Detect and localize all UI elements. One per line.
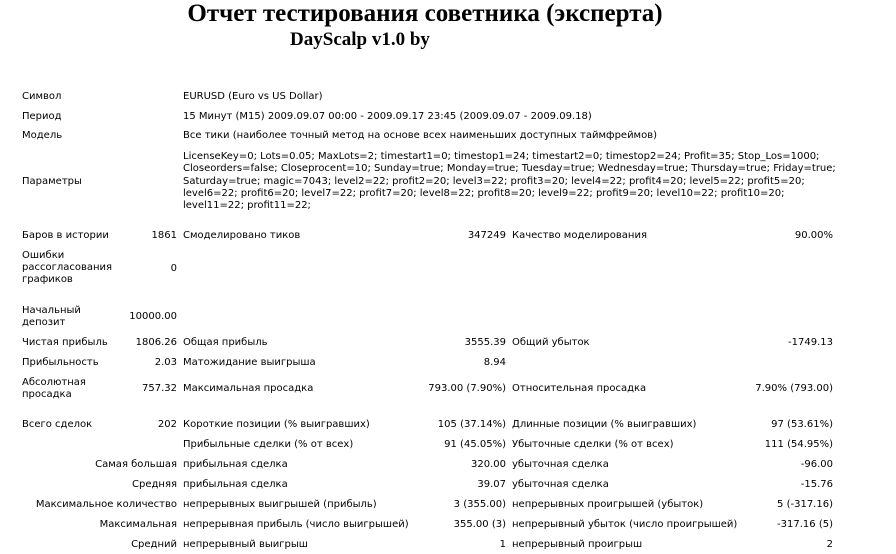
long-positions-label: Длинные позиции (% выигравших) — [512, 419, 697, 430]
maximal-loss-value: -317.16 (5) — [777, 519, 833, 530]
avg-consecutive-wins-value: 1 — [499, 539, 506, 550]
errors-label: Ошибки рассогласования графиков — [22, 250, 113, 285]
largest-profit-label: прибыльная сделка — [183, 459, 288, 470]
gross-loss-value: -1749.13 — [788, 337, 833, 348]
ticks-value: 347249 — [467, 230, 506, 241]
maximal-profit-label: непрерывная прибыль (число выигрышей) — [183, 519, 409, 530]
symbol-label: Символ — [22, 91, 62, 102]
average-profit-value: 39.07 — [477, 479, 506, 490]
maximal-label: Максимальная — [99, 519, 177, 530]
average-label: Средняя — [132, 479, 177, 490]
expected-payoff-label: Матожидание выигрыша — [183, 357, 316, 368]
profit-factor-value: 2.03 — [154, 357, 177, 368]
symbol-value: EURUSD (Euro vs US Dollar) — [183, 91, 323, 102]
expert-name: DayScalp v1.0 by — [290, 29, 430, 50]
maximal-profit-value: 355.00 (3) — [453, 519, 506, 530]
total-trades-value: 202 — [157, 419, 177, 430]
quality-label: Качество моделирования — [512, 230, 647, 241]
report-title: Отчет тестирования советника (эксперта) — [187, 0, 663, 27]
long-positions-value: 97 (53.61%) — [771, 419, 833, 430]
largest-loss-label: убыточная сделка — [512, 459, 609, 470]
gross-profit-value: 3555.39 — [464, 337, 506, 348]
largest-label: Самая большая — [95, 459, 177, 470]
average-profit-label: прибыльная сделка — [183, 479, 288, 490]
short-positions-label: Короткие позиции (% выигравших) — [183, 419, 370, 430]
period-value: 15 Минут (M15) 2009.09.07 00:00 - 2009.09.17 23:45 (2009.09.07 - 2009.09.18) — [183, 111, 592, 122]
rel-drawdown-label: Относительная просадка — [512, 383, 647, 394]
params-label: Параметры — [22, 176, 82, 187]
largest-profit-value: 320.00 — [471, 459, 506, 470]
average-loss-label: убыточная сделка — [512, 479, 609, 490]
deposit-label: Начальный депозит — [22, 305, 81, 328]
loss-trades-value: 111 (54.95%) — [764, 439, 833, 450]
largest-loss-value: -96.00 — [800, 459, 833, 470]
avg-consecutive-losses-label: непрерывный проигрыш — [512, 539, 643, 550]
max-count-wins-value: 3 (355.00) — [453, 499, 506, 510]
profit-trades-label: Прибыльные сделки (% от всех) — [183, 439, 354, 450]
max-count-losses-value: 5 (-317.16) — [777, 499, 833, 510]
bars-label: Баров в истории — [22, 230, 109, 241]
gross-profit-label: Общая прибыль — [183, 337, 268, 348]
period-label: Период — [22, 111, 62, 122]
avg-consecutive-label: Средний — [131, 539, 177, 550]
max-drawdown-label: Максимальная просадка — [183, 383, 314, 394]
profit-factor-label: Прибыльность — [22, 357, 99, 368]
maximal-loss-label: непрерывный убыток (число проигрышей) — [512, 519, 738, 530]
ticks-label: Смоделировано тиков — [183, 230, 301, 241]
rel-drawdown-value: 7.90% (793.00) — [755, 383, 833, 394]
model-label: Модель — [22, 130, 63, 141]
short-positions-value: 105 (37.14%) — [437, 419, 506, 430]
bars-value: 1861 — [151, 230, 177, 241]
max-count-wins-label: непрерывных выигрышей (прибыль) — [183, 499, 377, 510]
quality-value: 90.00% — [794, 230, 833, 241]
net-profit-value: 1806.26 — [135, 337, 177, 348]
abs-drawdown-label: Абсолютная просадка — [22, 377, 86, 400]
model-value: Все тики (наиболее точный метод на основе всех наименьших доступных таймфреймов) — [183, 130, 658, 141]
avg-consecutive-wins-label: непрерывный выигрыш — [183, 539, 308, 550]
errors-value: 0 — [170, 263, 177, 274]
max-count-label: Максимальное количество — [35, 499, 177, 510]
net-profit-label: Чистая прибыль — [22, 337, 108, 348]
profit-trades-value: 91 (45.05%) — [444, 439, 506, 450]
avg-consecutive-losses-value: 2 — [826, 539, 833, 550]
expected-payoff-value: 8.94 — [483, 357, 506, 368]
total-trades-label: Всего сделок — [22, 419, 93, 430]
loss-trades-label: Убыточные сделки (% от всех) — [512, 439, 674, 450]
average-loss-value: -15.76 — [800, 479, 833, 490]
abs-drawdown-value: 757.32 — [142, 383, 177, 394]
params-value: LicenseKey=0; Lots=0.05; MaxLots=2; timestart1=0; timestop1=24; timestart2=0; timestop2=24; Profit=35; Stop_Los=1000; Closeorders=false; Closeprocent=10; Sunday=true; Monday=true; Tuesday=true; Wednesday=true; Thursday=true; Friday=true; Saturday=true; magic=7043; level2=22; profit2=20; level3=22; profit3=20; level4=22; profit4=20; level5=22; profit5=20; level6=22; profit6=20; level7=22; profit7=20; level8=22; profit8=20; level9=22; profit9=20; level10=22; profit10=20; level11=22; profit11=22; — [183, 151, 836, 212]
max-drawdown-value: 793.00 (7.90%) — [428, 383, 506, 394]
max-count-losses-label: непрерывных проигрышей (убыток) — [512, 499, 704, 510]
gross-loss-label: Общий убыток — [512, 337, 590, 348]
deposit-value: 10000.00 — [129, 311, 177, 322]
